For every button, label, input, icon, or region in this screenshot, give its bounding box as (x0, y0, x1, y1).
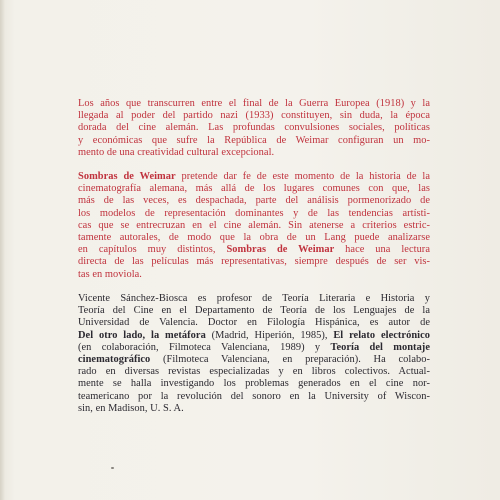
text-line: rado en diversas revistas especializadas y en libros colectivos. Actual- (78, 366, 430, 378)
text-line: teamericano por la revolución del sonoro en la University of Wiscon- (78, 390, 430, 402)
text-line (78, 171, 430, 183)
text-line: sin, en Madison, U. S. A. (78, 402, 184, 414)
book-title: Sombras de Weimar (226, 244, 335, 256)
text-line: Vicente Sánchez-Biosca es profesor de Teoría Literaria e Historia y (78, 293, 430, 304)
text-fragment: (Madrid, Hiperión, 1985), (205, 329, 328, 341)
text-line: mente se halla investigando los problemas generados en el cine nor- (78, 378, 430, 390)
text-line: tamente autorales, de modo que la obra de un Lang puede analizarse (78, 231, 430, 243)
text-line: Los años que transcurren entre el final de la Guerra Europea (1918) y la (78, 98, 430, 109)
text-line: llegada al poder del partido nazi (1933) constituyen, sin duda, la época (78, 110, 430, 122)
text-fragment: hace una lectura (334, 244, 430, 256)
text-fragment: (en colaboración, Filmoteca Valenciana, 1989) y (78, 341, 321, 353)
text-line: los modelos de representación dominantes y de las tendencias artísti- (78, 207, 430, 219)
book-title: El relato electrónico (333, 329, 430, 341)
book-title: Del otro lado, la metáfora (78, 329, 206, 341)
text-line: Universidad de Valencia. Doctor en Filología Hispánica, es autor de (78, 317, 430, 329)
paper-speck (111, 467, 114, 469)
book-title: cinematográfico (78, 353, 151, 365)
text-line (78, 244, 430, 256)
text-line (78, 342, 430, 354)
text-line: dorada del cine alemán. Las profundas convulsiones sociales, políticas (78, 122, 430, 134)
text-line: Teoría del Cine en el Departamento de Teoría de los Lenguajes de la (78, 305, 430, 317)
text-line: cas que se entrecruzan en el cine alemán. Sin atenerse a criterios estric- (78, 219, 430, 231)
text-line (78, 354, 430, 366)
author-bio-paragraph (78, 293, 430, 415)
text-fragment: en capítulos muy distintos, (78, 244, 216, 256)
text-line: mento de una creatividad cultural excepcional. (78, 146, 275, 158)
text-line: cinematografía alemana, más allá de los lugares comunes con que, las (78, 183, 430, 195)
text-line: y económicas que sufre la República de Weimar configuran un mo- (78, 134, 430, 146)
summary-paragraph (78, 171, 430, 281)
intro-paragraph (78, 98, 430, 159)
text-fragment: (Filmoteca Valenciana, en preparación). Ha colabo- (150, 353, 430, 365)
book-title: Sombras de Weimar (78, 171, 176, 182)
book-title: Teoría del montaje (330, 341, 430, 353)
text-line: más de las veces, es despachada, parte del análisis pormenorizado de (78, 195, 430, 207)
page-edge-shadow (0, 0, 5, 500)
text-line: directa de las películas más representativas, siempre después de ser vis- (78, 256, 430, 268)
text-line: tas en moviola. (78, 268, 142, 280)
text-line (78, 330, 430, 342)
text-fragment: pretende dar fe de este momento de la historia de la (175, 171, 430, 182)
